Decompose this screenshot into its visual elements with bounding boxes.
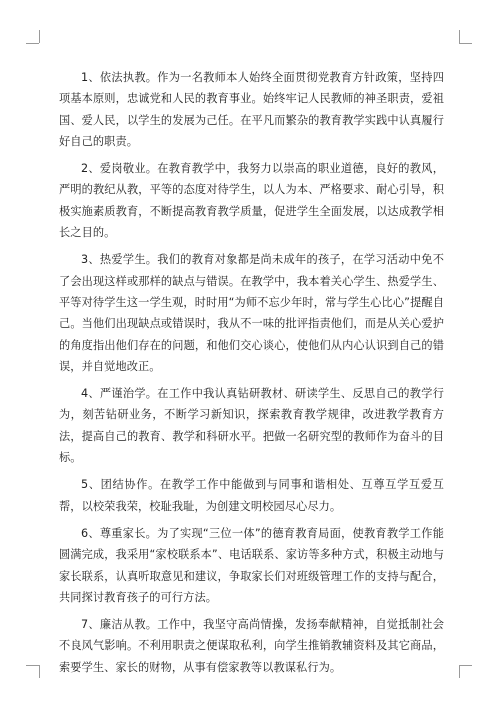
crop-mark-bottom-right-h: [459, 665, 472, 666]
paragraph-5: 5、团结协作。在教学工作中能做到与同事和谐相处、互尊互学互爱互帮，以校荣我荣，校耻我耻，为创建文明校园尽心尽力。: [59, 478, 444, 513]
crop-mark-bottom-left-h: [26, 665, 39, 666]
paragraph-2: 2、爱岗敬业。在教育教学中，我努力以崇高的职业道德，良好的教风，严明的教纪从教，平等的态度对待学生，以人为本、严格要求、耐心引导，积极实施素质教育，不断提高教育教学质量，促进学生全面发展，以达成教学相长之目的。: [59, 162, 444, 240]
paragraph-6: 6、尊重家长。为了实现“三位一体”的德育教育局面，使教育教学工作能圆满完成，我采用“家校联系本”、电话联系、家访等多种方式，积极主动地与家长联系，认真听取意见和建议，争取家长们对班级管理工作的支持与配合，共同探讨教育孩子的可行方法。: [59, 526, 444, 604]
crop-mark-top-right-v: [459, 30, 460, 43]
document-body: [59, 67, 444, 684]
paragraph-1: 1、依法执教。作为一名教师本人始终全面贯彻党教育方针政策，坚持四项基本原则，忠诚党和人民的教育事业。始终牢记人民教师的神圣职责，爱祖国、爱人民，以学生的发展为己任。在平凡而繁杂的教育教学实践中认真履行好自己的职责。: [59, 71, 444, 148]
paragraph-3: 3、热爱学生。我们的教育对象都是尚未成年的孩子，在学习活动中免不了会出现这样或那样的缺点与错误。在教学中，我本着关心学生、热爱学生、平等对待学生这一学生观，时时用“为师不忘少年时，常与学生心比心”提醒自己。当他们出现缺点或错误时，我从不一味的批评指责他们，而是从关心爱护的角度指出他们存在的问题，和他们交心谈心，使他们从内心认识到自己的错误，并自觉地改正。: [59, 253, 444, 373]
crop-mark-top-right-h: [459, 43, 472, 44]
crop-mark-bottom-right-v: [459, 665, 460, 678]
paragraph-4: 4、严谨治学。在工作中我认真钻研教材、研读学生、反思自己的教学行为，刻苦钻研业务，不断学习新知识，探索教育教学规律，改进教学教育方法，提高自己的教育、教学和科研水平。把做一名研究型的教师作为奋斗的目标。: [59, 387, 444, 465]
crop-mark-bottom-left-v: [39, 665, 40, 678]
crop-mark-top-left-h: [26, 43, 39, 44]
paragraph-7: 7、廉洁从教。工作中，我坚守高尚情操，发扬奉献精神，自觉抵制社会不良风气影响。不利用职责之便谋取私利，向学生推销教辅资料及其它商品，索要学生、家长的财物，从事有偿家教等以教谋私行为。: [59, 618, 444, 674]
crop-mark-top-left-v: [39, 30, 40, 43]
